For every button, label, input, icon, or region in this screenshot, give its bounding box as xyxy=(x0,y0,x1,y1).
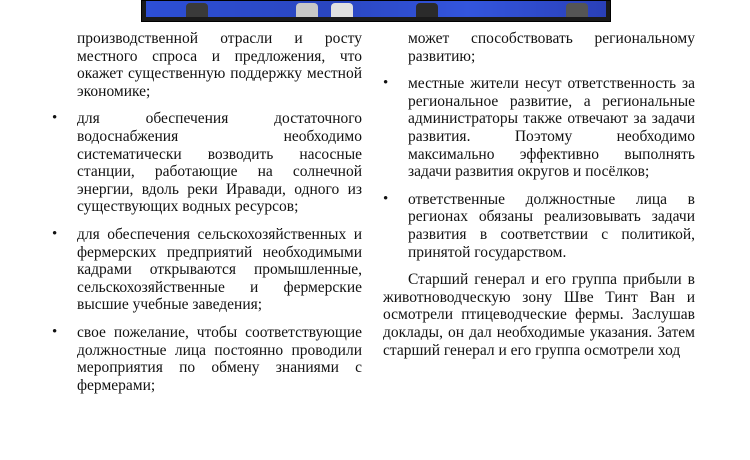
list-item xyxy=(52,226,362,314)
list-item-text: для обеспечения сельскохозяйственных и фермерских предприятий необходимыми кадрами открываются промышленные, сельскохозяйственные и фермерские высшие учебные заведения; xyxy=(77,225,362,314)
list-item-text: свое пожелание, чтобы соответствующие должностные лица постоянно проводили мероприятия по обмену знаниями с фермерами; xyxy=(77,323,362,394)
photo-person xyxy=(566,3,588,17)
photo-floor xyxy=(146,1,606,17)
list-item-continuation xyxy=(383,30,695,65)
list-item-text: местные жители несут ответственность за региональное развитие, а региональные администраторы также отвечают за задачи развития. Поэтому необходимо максимально эффективно выполнять задачи развития округов и посёлков; xyxy=(408,75,695,181)
bullet-icon: • xyxy=(383,190,389,207)
bullet-icon: • xyxy=(52,110,58,127)
photo-person xyxy=(331,3,353,17)
list-item-text: ответственные должностные лица в регионах обязаны реализовывать задачи развития в соответствии с политикой, принятой государством. xyxy=(408,190,695,261)
list-item xyxy=(52,324,362,394)
bullet-icon: • xyxy=(52,225,58,242)
list-item-continuation xyxy=(52,30,362,100)
photo-person xyxy=(186,3,208,17)
list-item xyxy=(52,110,362,216)
left-column xyxy=(52,30,362,404)
list-item xyxy=(383,191,695,261)
bullet-icon: • xyxy=(383,75,389,92)
photo-person xyxy=(416,3,438,17)
continuation-text: производственной отрасли и росту местного спроса и предложения, что окажет существенную поддержку местной экономике; xyxy=(77,30,362,100)
right-column xyxy=(383,30,695,359)
continuation-text: может способствовать региональному развитию; xyxy=(408,30,695,65)
list-item-text: для обеспечения достаточного водоснабжения необходимо систематически возводить насосные станции, работающие на солнечной энергии, вдоль реки Иравади, одного из существующих водных ресурсов; xyxy=(77,110,362,216)
list-item xyxy=(383,75,695,181)
body-paragraph: Старший генерал и его группа прибыли в животноводческую зону Шве Тинт Ван и осмотрели птицеводческие фермы. Заслушав доклады, он дал необходимые указания. Затем старший генерал и его группа осмотрели ход xyxy=(383,271,695,359)
photo-person xyxy=(296,3,318,17)
bullet-icon: • xyxy=(52,323,58,340)
news-photo xyxy=(141,0,611,22)
